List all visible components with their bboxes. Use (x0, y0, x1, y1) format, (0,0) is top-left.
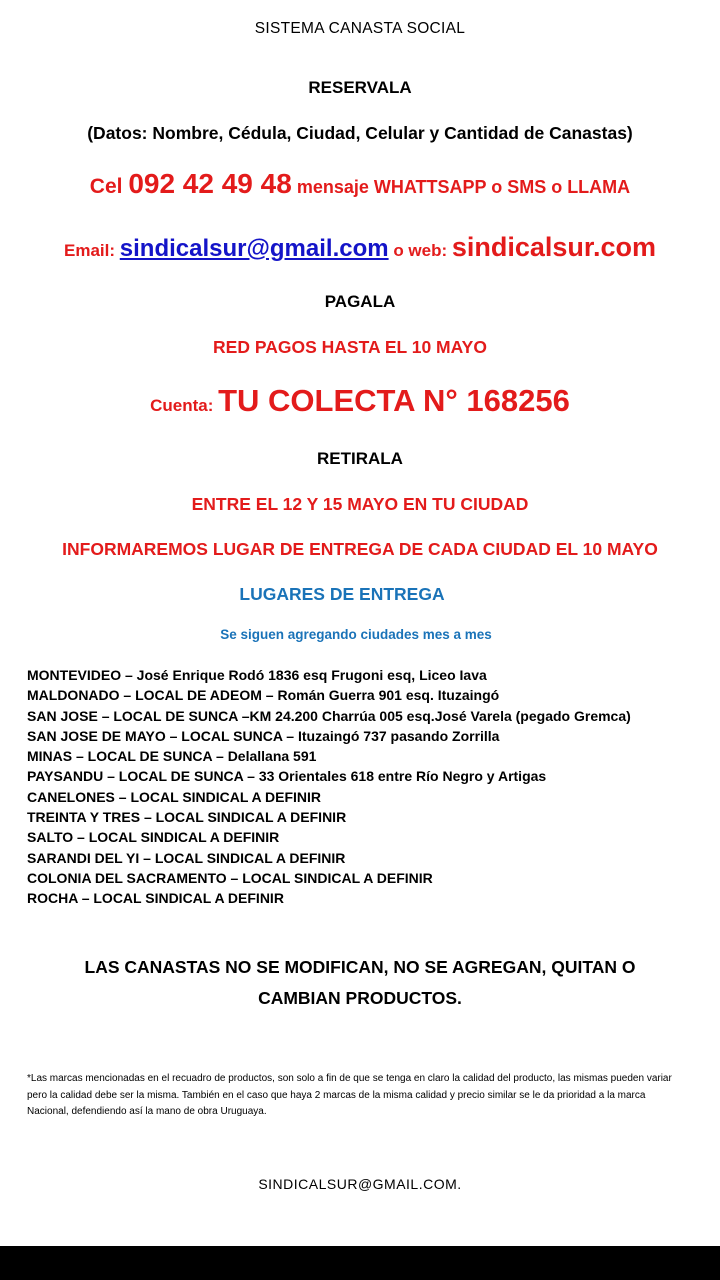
location-item: SAN JOSE DE MAYO – LOCAL SUNCA – Ituzaingó 737 pasando Zorrilla (27, 727, 500, 744)
brand-footnote: *Las marcas mencionadas en el recuadro de productos, son solo a fin de que se tenga en claro la calidad del producto, las mismas pueden variar pero la calidad debe ser la misma. También en el caso que haya 2 marcas de la misma calidad y precio similar se le da prioridad a la marca Nacional, defendiendo así la mano de obra Uruguaya. (27, 1073, 672, 1117)
email-line (0, 232, 720, 263)
document-title: SISTEMA CANASTA SOCIAL (254, 20, 466, 37)
phone-line (0, 168, 720, 200)
web-link[interactable]: sindicalsur.com (451, 232, 656, 262)
location-item: SARANDI DEL YI – LOCAL SINDICAL A DEFINIR (27, 849, 346, 866)
pickup-heading: RETIRALA (317, 449, 403, 468)
places-heading: LUGARES DE ENTREGA (239, 584, 445, 604)
web-label: o web: (388, 241, 452, 260)
locations-list (27, 665, 697, 909)
pickup-info: INFORMAREMOS LUGAR DE ENTREGA DE CADA CIUDAD EL 10 MAYO (62, 539, 658, 559)
phone-prefix: Cel (89, 175, 129, 198)
notice-line-1: LAS CANASTAS NO SE MODIFICAN, NO SE AGREGAN, QUITAN O (84, 957, 636, 977)
email-link[interactable]: sindicalsur@gmail.com (119, 235, 389, 262)
location-item: SAN JOSE – LOCAL DE SUNCA –KM 24.200 Charrúa 005 esq.José Varela (pegado Gremca) (27, 707, 631, 724)
bottom-bar (0, 1246, 720, 1280)
pay-heading: PAGALA (324, 292, 396, 311)
email-label: Email: (64, 241, 120, 260)
footer-email: SINDICALSUR@GMAIL.COM. (258, 1176, 462, 1192)
location-item: MALDONADO – LOCAL DE ADEOM – Román Guerra 901 esq. Ituzaingó (27, 687, 500, 704)
location-item: TREINTA Y TRES – LOCAL SINDICAL A DEFINIR (27, 809, 347, 826)
location-item: SALTO – LOCAL SINDICAL A DEFINIR (27, 829, 280, 846)
product-notice (40, 952, 680, 1014)
location-item: ROCHA – LOCAL SINDICAL A DEFINIR (27, 890, 284, 907)
phone-number: 092 42 49 48 (128, 168, 292, 199)
notice-line-2: CAMBIAN PRODUCTOS. (258, 988, 462, 1008)
location-item: MINAS – LOCAL DE SUNCA – Delallana 591 (27, 748, 317, 765)
reserve-heading: RESERVALA (308, 78, 412, 97)
account-line (0, 383, 720, 419)
reserve-data-note: (Datos: Nombre, Cédula, Ciudad, Celular y Cantidad de Canastas) (87, 123, 633, 143)
account-value: TU COLECTA N° 168256 (218, 383, 570, 418)
pay-deadline: RED PAGOS HASTA EL 10 MAYO (213, 337, 487, 357)
pickup-dates: ENTRE EL 12 Y 15 MAYO EN TU CIUDAD (191, 494, 529, 514)
account-label: Cuenta: (150, 396, 219, 415)
location-item: COLONIA DEL SACRAMENTO – LOCAL SINDICAL A DEFINIR (27, 869, 433, 886)
location-item: PAYSANDU – LOCAL DE SUNCA – 33 Orientales 618 entre Río Negro y Artigas (27, 768, 547, 785)
location-item: CANELONES – LOCAL SINDICAL A DEFINIR (27, 788, 322, 805)
location-item: MONTEVIDEO – José Enrique Rodó 1836 esq Frugoni esq, Liceo Iava (27, 667, 487, 683)
phone-suffix: mensaje WHATTSAPP o SMS o LLAMA (291, 177, 631, 197)
places-subheading: Se siguen agregando ciudades mes a mes (220, 627, 492, 642)
